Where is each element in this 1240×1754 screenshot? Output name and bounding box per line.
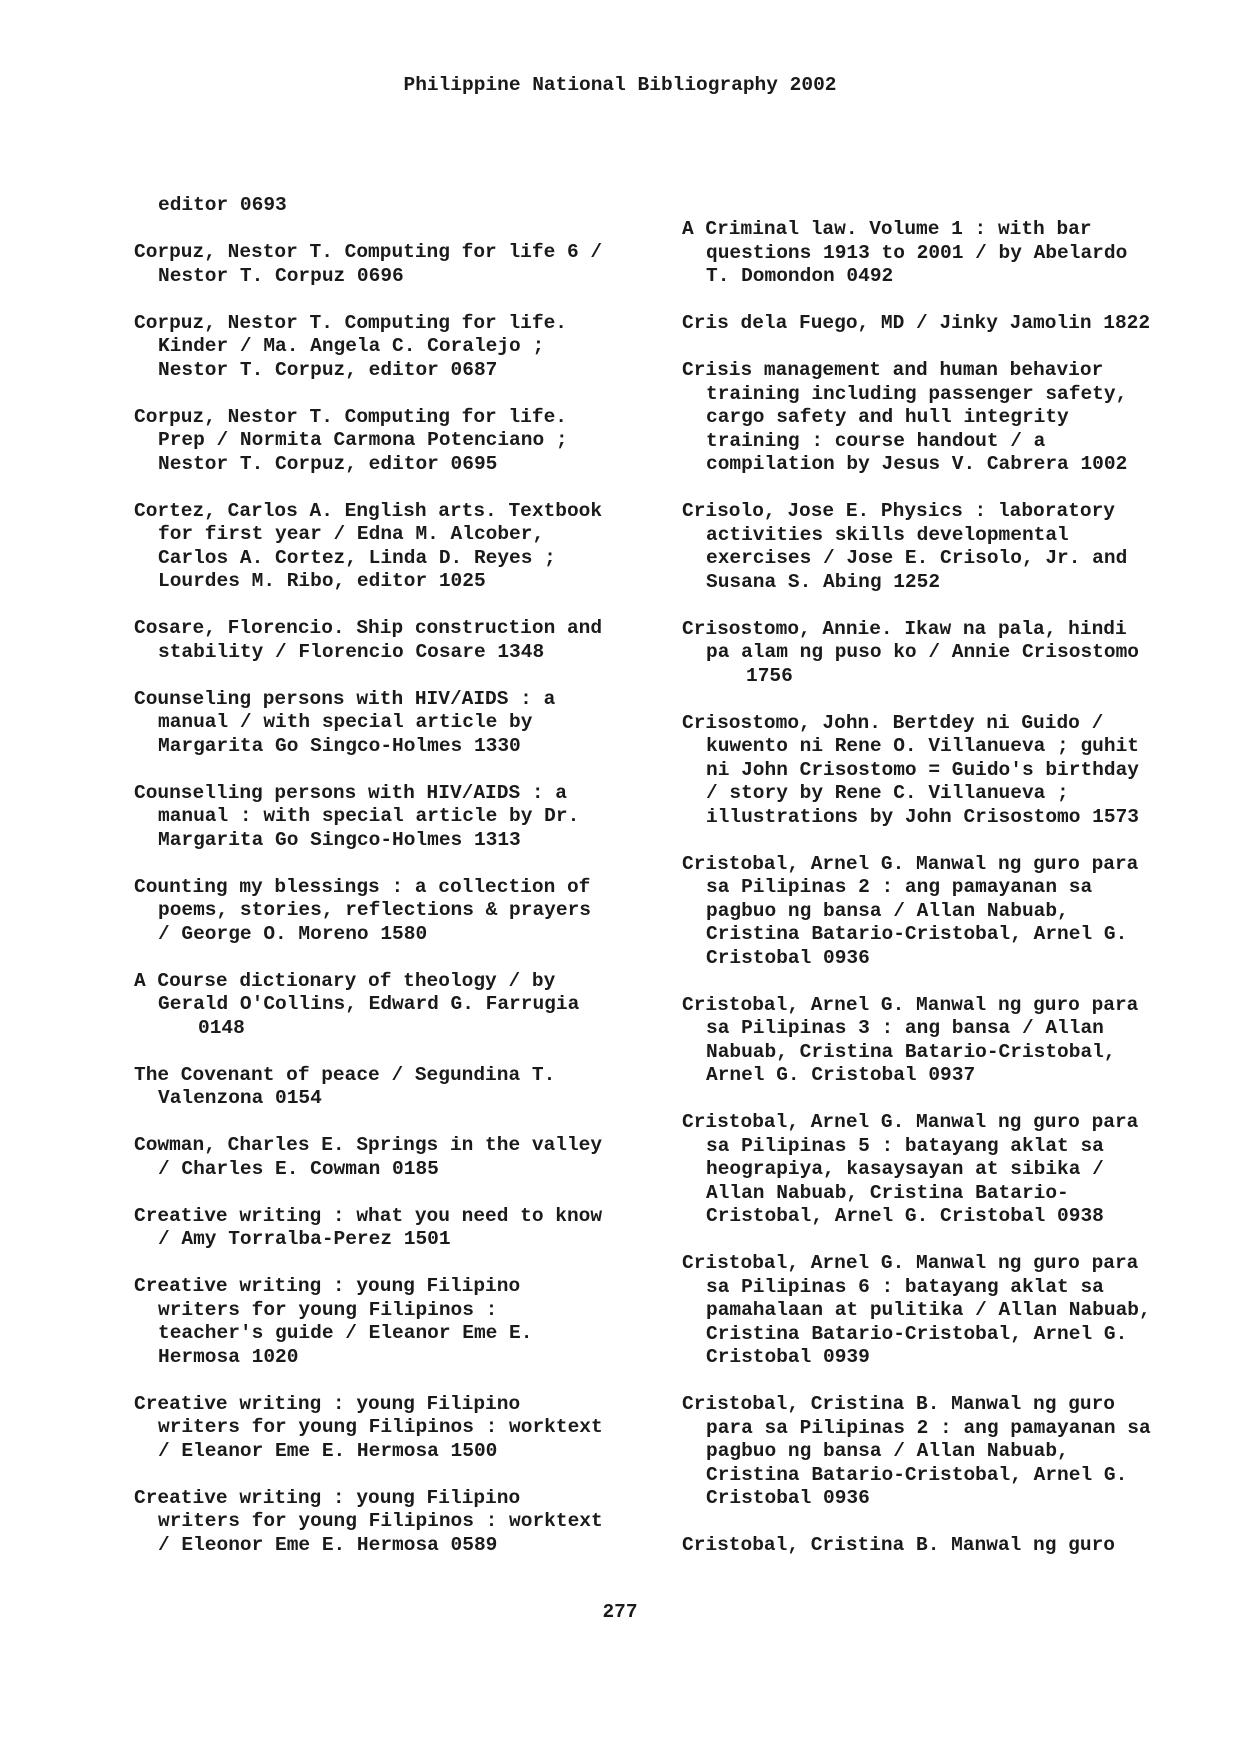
entry-continuation-line: Nabuab, Cristina Batario-Cristobal,	[706, 1040, 1116, 1063]
bibliography-entry	[134, 1275, 654, 1369]
entry-heading-line: Cristobal, Arnel G. Manwal ng guro para	[682, 852, 1139, 875]
entry-heading-line: Cristobal, Cristina B. Manwal ng guro	[682, 1534, 1115, 1556]
entry-continuation-line: sa Pilipinas 5 : batayang aklat sa	[706, 1134, 1104, 1157]
entry-heading-line: Crisolo, Jose E. Physics : laboratory	[682, 500, 1115, 522]
entry-continuation-line: training : course handout / a	[706, 429, 1046, 452]
entry-continuation-line: Cristobal 0936	[706, 946, 870, 969]
entry-continuation-line: Nestor T. Corpuz 0696	[158, 264, 404, 287]
entry-continuation-line: Margarita Go Singco-Holmes 1330	[158, 734, 521, 757]
entry-continuation-line: Hermosa 1020	[158, 1345, 299, 1368]
bibliography-entry	[682, 218, 1202, 289]
entry-continuation-line: cargo safety and hull integrity	[706, 406, 1069, 428]
entry-continuation-line: / Amy Torralba-Perez 1501	[158, 1228, 451, 1250]
entry-continuation-line: writers for young Filipinos : worktext	[158, 1416, 603, 1438]
entry-heading-line: Corpuz, Nestor T. Computing for life.	[134, 405, 567, 428]
bibliography-entry	[134, 876, 654, 947]
bibliography-entry	[134, 312, 654, 383]
entry-heading-line: A Criminal law. Volume 1 : with bar	[682, 218, 1092, 240]
entry-heading-line: Crisostomo, Annie. Ikaw na pala, hindi	[682, 617, 1127, 640]
entry-continuation-line: for first year / Edna M. Alcober,	[158, 523, 545, 545]
entry-continuation-line: questions 1913 to 2001 / by Abelardo	[706, 241, 1128, 264]
bibliography-entry	[682, 853, 1202, 971]
entry-heading-line: Counting my blessings : a collection of	[134, 875, 591, 898]
bibliography-entry	[134, 500, 654, 594]
entry-heading-line: Corpuz, Nestor T. Computing for life 6 /	[134, 241, 603, 263]
entry-continuation-line: training including passenger safety,	[706, 382, 1128, 405]
entry-continuation-line: poems, stories, reflections & prayers	[158, 899, 591, 921]
page-header: Philippine National Bibliography 2002	[403, 74, 837, 96]
entry-continuation-line: stability / Florencio Cosare 1348	[158, 640, 545, 663]
entry-heading-line: Creative writing : young Filipino	[134, 1275, 521, 1297]
entry-continuation-line: Susana S. Abing 1252	[706, 570, 941, 593]
bibliography-entry	[134, 970, 654, 1041]
entry-continuation-line: illustrations by John Crisostomo 1573	[706, 805, 1139, 828]
entry-continuation-line: Arnel G. Cristobal 0937	[706, 1064, 976, 1086]
entry-heading-line: Cristobal, Arnel G. Manwal ng guro para	[682, 1111, 1139, 1133]
entry-heading-line: Cosare, Florencio. Ship construction and	[134, 617, 603, 639]
bibliography-entry	[134, 1487, 654, 1558]
entry-heading-line: Crisostomo, John. Bertdey ni Guido /	[682, 711, 1104, 734]
entry-continuation-line: pagbuo ng bansa / Allan Nabuab,	[706, 1440, 1069, 1462]
bibliography-entry	[134, 1205, 654, 1252]
entry-heading-line: Cortez, Carlos A. English arts. Textbook	[134, 499, 603, 522]
bibliography-entry	[134, 1064, 654, 1111]
entry-heading-line: Crisis management and human behavior	[682, 359, 1104, 381]
entry-continuation-line: T. Domondon 0492	[706, 265, 894, 287]
entry-continuation-line: Margarita Go Singco-Holmes 1313	[158, 828, 521, 851]
entry-heading-line: Creative writing : what you need to know	[134, 1204, 603, 1227]
entry-continuation-line: heograpiya, kasaysayan at sibika /	[706, 1158, 1104, 1180]
bibliography-entry	[134, 1134, 654, 1181]
entry-heading-line: Cristobal, Arnel G. Manwal ng guro para	[682, 1252, 1139, 1274]
entry-continuation-line: writers for young Filipinos : worktext	[158, 1510, 603, 1532]
bibliography-entry	[682, 312, 1202, 336]
entry-continuation-line: Cristobal 0939	[706, 1346, 870, 1368]
page-number: 277	[602, 1601, 638, 1623]
entry-continuation-line: manual : with special article by Dr.	[158, 805, 580, 827]
bibliography-entry	[682, 1393, 1202, 1511]
entry-heading-line: Cris dela Fuego, MD / Jinky Jamolin 1822	[682, 312, 1151, 334]
bibliography-entry	[134, 406, 654, 477]
right-column	[682, 218, 1202, 1581]
entry-heading-line: A Course dictionary of theology / by	[134, 969, 556, 992]
entry-continuation-line: / Eleanor Eme E. Hermosa 1500	[158, 1439, 498, 1462]
bibliography-entry	[134, 617, 654, 664]
entry-heading-line: Counselling persons with HIV/AIDS : a	[134, 781, 567, 804]
bibliography-entry	[682, 712, 1202, 830]
entry-continuation-line: writers for young Filipinos :	[158, 1298, 498, 1321]
entry-continuation-line: pamahalaan at pulitika / Allan Nabuab,	[706, 1299, 1151, 1321]
entry-continuation-line: sa Pilipinas 6 : batayang aklat sa	[706, 1275, 1104, 1298]
entry-continuation-line: Kinder / Ma. Angela C. Coralejo ;	[158, 335, 545, 357]
entry-continuation-line: Prep / Normita Carmona Potenciano ;	[158, 429, 568, 451]
bibliography-entry	[682, 500, 1202, 594]
bibliography-entry	[682, 1534, 1202, 1558]
entry-continuation-line: exercises / Jose E. Crisolo, Jr. and	[706, 547, 1128, 569]
entry-continuation-line: / story by Rene C. Villanueva ;	[706, 782, 1069, 804]
entry-continuation-line: Cristina Batario-Cristobal, Arnel G.	[706, 1322, 1128, 1345]
entry-continuation-line: sa Pilipinas 3 : ang bansa / Allan	[706, 1017, 1104, 1039]
entry-continuation-line: ni John Crisostomo = Guido's birthday	[706, 758, 1139, 781]
entry-continuation-line: pa alam ng puso ko / Annie Crisostomo	[706, 641, 1139, 663]
bibliography-entry	[134, 241, 654, 288]
bibliography-entry	[134, 782, 654, 853]
entry-continuation-line: Valenzona 0154	[158, 1087, 322, 1109]
entry-heading-line: editor 0693	[158, 194, 287, 216]
entry-continuation-line: para sa Pilipinas 2 : ang pamayanan sa	[706, 1416, 1151, 1439]
bibliography-entry	[682, 359, 1202, 477]
entry-continuation-line: / Charles E. Cowman 0185	[158, 1157, 439, 1180]
entry-continuation-line: compilation by Jesus V. Cabrera 1002	[706, 453, 1128, 475]
left-column	[134, 194, 654, 1581]
bibliography-entry	[682, 1111, 1202, 1229]
entry-continuation-line: Nestor T. Corpuz, editor 0695	[158, 452, 498, 475]
entry-heading-line: Creative writing : young Filipino	[134, 1392, 521, 1415]
entry-heading-line: The Covenant of peace / Segundina T.	[134, 1063, 556, 1086]
entry-heading-line: Creative writing : young Filipino	[134, 1486, 521, 1509]
entry-continuation-line: teacher's guide / Eleanor Eme E.	[158, 1322, 533, 1344]
entry-heading-line: Cowman, Charles E. Springs in the valley	[134, 1134, 603, 1156]
bibliography-entry	[682, 994, 1202, 1088]
entry-continuation-line: / Eleonor Eme E. Hermosa 0589	[158, 1533, 498, 1556]
entry-heading-line: Cristobal, Cristina B. Manwal ng guro	[682, 1393, 1115, 1415]
entry-continuation-line: Cristobal 0936	[706, 1487, 870, 1509]
entry-continuation-line: activities skills developmental	[706, 523, 1069, 546]
entry-continuation-line: kuwento ni Rene O. Villanueva ; guhit	[706, 735, 1139, 757]
entry-continuation-line: Lourdes M. Ribo, editor 1025	[158, 570, 486, 592]
entry-continuation-line: Cristina Batario-Cristobal, Arnel G.	[706, 923, 1128, 945]
entry-continuation-line: Gerald O'Collins, Edward G. Farrugia	[158, 993, 580, 1015]
bibliography-entry	[134, 1393, 654, 1464]
entry-continuation-line: pagbuo ng bansa / Allan Nabuab,	[706, 899, 1069, 922]
entry-continuation-line: 0148	[198, 1016, 245, 1039]
entry-continuation-line: 1756	[746, 664, 793, 687]
entry-continuation-line: Cristobal, Arnel G. Cristobal 0938	[706, 1205, 1104, 1227]
entry-continuation-line: Nestor T. Corpuz, editor 0687	[158, 358, 498, 381]
entry-continuation-line: Cristina Batario-Cristobal, Arnel G.	[706, 1463, 1128, 1486]
entry-continuation-line: Allan Nabuab, Cristina Batario-	[706, 1181, 1069, 1204]
bibliography-entry	[134, 688, 654, 759]
entry-heading-line: Cristobal, Arnel G. Manwal ng guro para	[682, 993, 1139, 1016]
entry-continuation-line: / George O. Moreno 1580	[158, 922, 428, 945]
entry-heading-line: Corpuz, Nestor T. Computing for life.	[134, 311, 567, 334]
bibliography-entry	[134, 194, 654, 218]
bibliography-entry	[682, 618, 1202, 689]
entry-continuation-line: manual / with special article by	[158, 711, 533, 733]
entry-continuation-line: sa Pilipinas 2 : ang pamayanan sa	[706, 876, 1093, 898]
entry-continuation-line: Carlos A. Cortez, Linda D. Reyes ;	[158, 546, 556, 569]
bibliography-entry	[682, 1252, 1202, 1370]
entry-heading-line: Counseling persons with HIV/AIDS : a	[134, 687, 556, 710]
